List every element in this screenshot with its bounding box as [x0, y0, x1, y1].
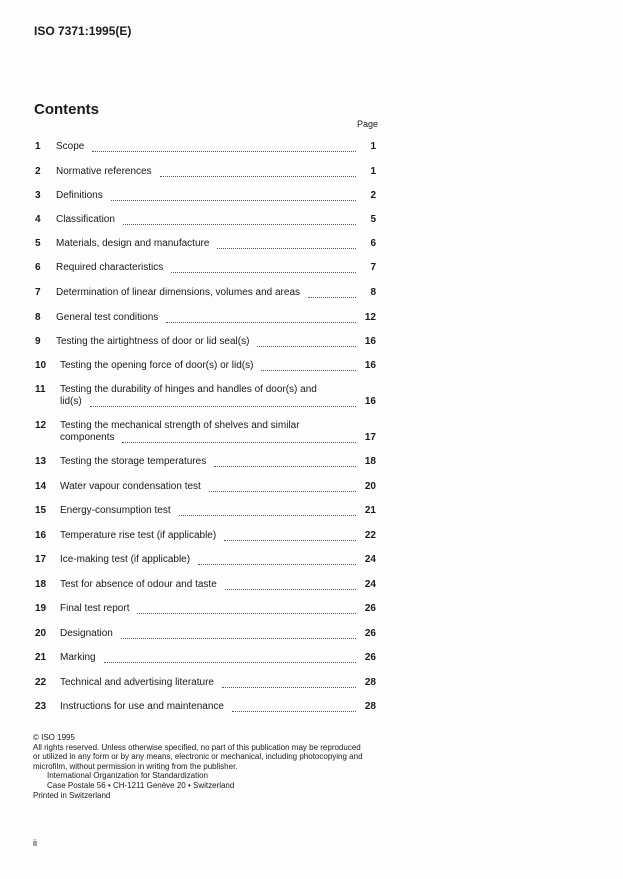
toc-entry-number: 3 [35, 190, 41, 201]
toc-leader-dots [261, 362, 356, 371]
toc-entry-number: 16 [35, 530, 47, 541]
toc-entry-number: 7 [35, 287, 41, 298]
toc-entry-label: Designation [60, 628, 113, 639]
toc-entry-number: 19 [35, 603, 47, 614]
toc-leader-dots [121, 630, 356, 639]
toc-entry-number: 18 [35, 579, 47, 590]
toc-entry-page: 18 [364, 456, 376, 467]
toc-entry-page: 16 [364, 336, 376, 347]
page-number: ii [33, 838, 37, 848]
toc-entry-number: 22 [35, 677, 47, 688]
toc-entry-page: 1 [370, 166, 376, 177]
toc-leader-dots [209, 483, 356, 492]
toc-entry-page: 17 [364, 432, 376, 443]
toc-entry-label: Temperature rise test (if applicable) [60, 530, 217, 541]
copyright-line: © ISO 1995 [33, 733, 75, 742]
toc-leader-dots [171, 264, 356, 273]
toc-entry-number: 14 [35, 481, 47, 492]
toc-leader-dots [160, 168, 356, 177]
toc-leader-dots [92, 143, 356, 152]
toc-entry-page: 21 [364, 505, 376, 516]
toc-entry-page: 8 [370, 287, 376, 298]
toc-entry-label: Required characteristics [56, 262, 164, 273]
toc-entry-label: Test for absence of odour and taste [60, 579, 217, 590]
document-id: ISO 7371:1995(E) [34, 24, 132, 38]
toc-entry-page: 1 [370, 141, 376, 152]
toc-entry-number: 15 [35, 505, 47, 516]
toc-entry-label: Marking [60, 652, 96, 663]
toc-entry-number: 23 [35, 701, 47, 712]
toc-entry-page: 22 [364, 530, 376, 541]
toc-entry-label: Materials, design and manufacture [56, 238, 210, 249]
toc-leader-dots [137, 605, 356, 614]
toc-entry-label: General test conditions [56, 312, 159, 323]
toc-leader-dots [225, 581, 356, 590]
toc-leader-dots [224, 532, 356, 541]
toc-entry-label: Testing the airtightness of door or lid seal(s) [56, 336, 250, 347]
toc-entry-number: 13 [35, 456, 47, 467]
publisher-name: International Organization for Standardization [47, 771, 208, 781]
toc-leader-dots [198, 556, 356, 565]
toc-entry-page: 20 [364, 481, 376, 492]
toc-entry-number: 21 [35, 652, 47, 663]
toc-entry-page: 7 [370, 262, 376, 273]
toc-leader-dots [166, 314, 356, 323]
toc-entry-page: 12 [364, 312, 376, 323]
toc-leader-dots [111, 192, 356, 201]
toc-leader-dots [214, 458, 356, 467]
toc-entry-number: 8 [35, 312, 41, 323]
toc-entry-label: Ice-making test (if applicable) [60, 554, 191, 565]
toc-entry-label: Classification [56, 214, 115, 225]
toc-entry-page: 2 [370, 190, 376, 201]
toc-entry-page: 24 [364, 579, 376, 590]
toc-entry-page: 26 [364, 603, 376, 614]
toc-entry-number: 11 [35, 384, 46, 395]
toc-entry-number: 12 [35, 420, 47, 431]
toc-entry-number: 1 [35, 141, 41, 152]
toc-entry-label: Determination of linear dimensions, volumes and areas [56, 287, 301, 298]
toc-leader-dots [232, 703, 356, 712]
toc-entry-number: 9 [35, 336, 41, 347]
contents-title: Contents [34, 101, 99, 118]
copyright-line: All rights reserved. Unless otherwise specified, no part of this publication may be reproduced [33, 742, 361, 752]
toc-entry-label: Testing the mechanical strength of shelves and similar [60, 420, 300, 431]
page-column-label: Page [357, 119, 379, 129]
toc-entry-label-continued: lid(s) [60, 396, 82, 407]
toc-entry-page: 28 [364, 677, 376, 688]
toc-entry-label: Definitions [56, 190, 103, 201]
toc-leader-dots [122, 434, 356, 443]
toc-entry-label: Technical and advertising literature [60, 677, 214, 688]
toc-entry-page: 16 [364, 360, 376, 371]
toc-entry-label: Testing the durability of hinges and handles of door(s) and [60, 384, 317, 395]
toc-entry-label: Instructions for use and maintenance [60, 701, 224, 712]
toc-leader-dots [222, 679, 356, 688]
copyright-notice [33, 733, 383, 800]
copyright-line: microfilm, without permission in writing from the publisher. [33, 761, 238, 771]
toc-entry-label-continued: components [60, 432, 115, 443]
toc-entry-number: 5 [35, 238, 41, 249]
toc-entry-page: 26 [364, 652, 376, 663]
toc-entry-page: 6 [370, 238, 376, 249]
toc-leader-dots [123, 216, 356, 225]
toc-leader-dots [104, 654, 356, 663]
toc-entry-page: 16 [364, 396, 376, 407]
toc-entry-number: 17 [35, 554, 47, 565]
toc-leader-dots [308, 289, 356, 298]
copyright-line: or utilized in any form or by any means, electronic or mechanical, including photocopying and [33, 752, 363, 762]
toc-entry-page: 5 [370, 214, 376, 225]
toc-entry-label: Water vapour condensation test [60, 481, 201, 492]
toc-entry-page: 26 [364, 628, 376, 639]
toc-leader-dots [179, 507, 356, 516]
toc-entry-label: Energy-consumption test [60, 505, 171, 516]
toc-entry-label: Testing the opening force of door(s) or lid(s) [60, 360, 254, 371]
toc-entry-label: Scope [56, 141, 85, 152]
toc-leader-dots [257, 338, 356, 347]
publisher-address: Case Postale 56 • CH-1211 Genève 20 • Switzerland [47, 780, 235, 790]
toc-entry-page: 28 [364, 701, 376, 712]
toc-entry-number: 10 [35, 360, 47, 371]
toc-entry-number: 4 [35, 214, 41, 225]
toc-entry-number: 20 [35, 628, 47, 639]
toc-entry-number: 6 [35, 262, 41, 273]
toc-leader-dots [217, 240, 356, 249]
toc-leader-dots [90, 398, 356, 407]
toc-entry-label: Testing the storage temperatures [60, 456, 207, 467]
toc-entry-page: 24 [364, 554, 376, 565]
printed-in: Printed in Switzerland [33, 790, 111, 800]
toc-entry-label: Final test report [60, 603, 130, 614]
toc-entry-label: Normative references [56, 166, 152, 177]
toc-entry-number: 2 [35, 166, 41, 177]
